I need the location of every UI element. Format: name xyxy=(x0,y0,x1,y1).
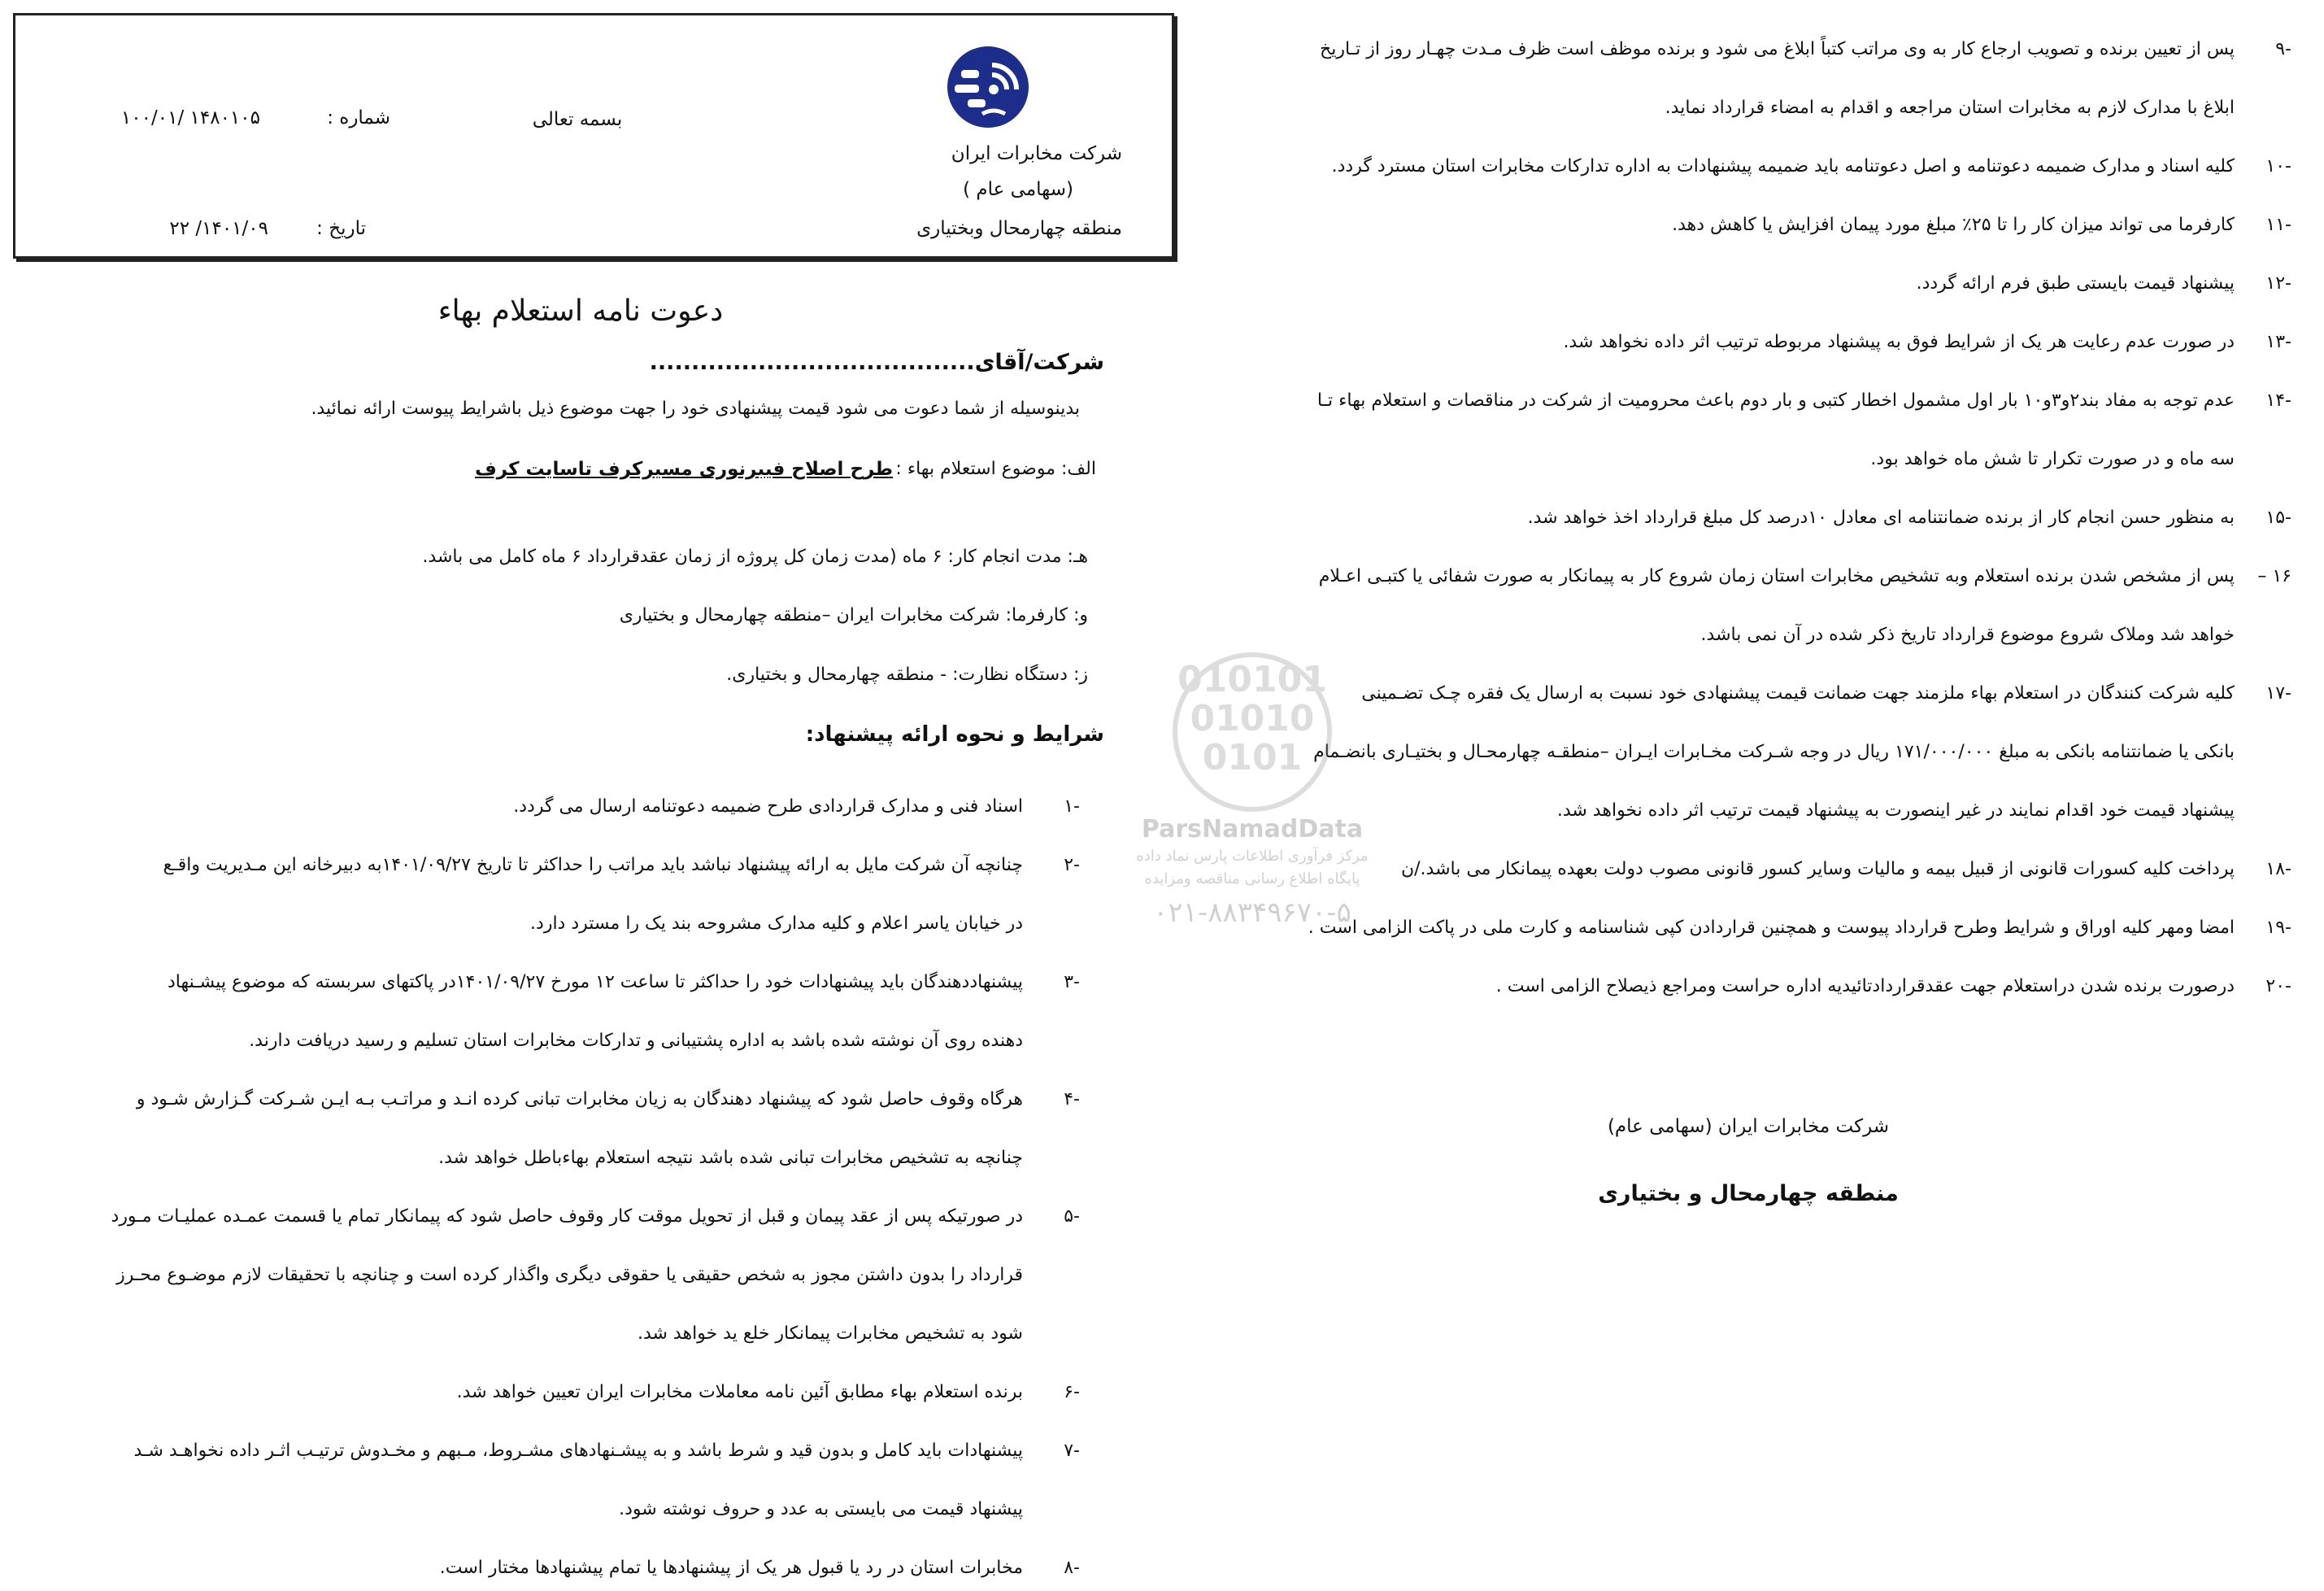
conditions-title: شرایط و نحوه ارائه پیشنهاد: xyxy=(805,722,1104,747)
item-line: پیشنهاددهندگان باید پیشنهادات خود را حداکثر تا ساعت ۱۲ مورخ ۱۴۰۱/۰۹/۲۷در پاکتهای سربسته که موضوع پیشـنهاد xyxy=(167,972,1023,992)
item-line: در صورتیکه پس از عقد پیمان و قبل از تحویل موقت کار وقوف حاصل شود که پیمانکار تمام یا قسمت عمـده عملیـات مـورد xyxy=(111,1206,1023,1227)
item-line: کارفرما می تواند میزان کار را تا ۲۵٪ مبلغ مورد پیمان افزایش یا کاهش دهد. xyxy=(1672,215,2235,235)
watermark-phone: ۰۲۱-۸۸۳۴۹۶۷۰-۵ xyxy=(1153,896,1351,929)
item-line: پیشنهاد قیمت بایستی طبق فرم ارائه گردد. xyxy=(1916,273,2235,294)
supervisor-text: ز: دستگاه نظارت: - منطقه چهارمحال و بختیاری. xyxy=(726,665,1088,685)
item-number: -۱۲ xyxy=(2265,273,2291,294)
number-value: ۱۴۸۰۱۰۵ /۱۰۰/۰۱ xyxy=(120,107,260,129)
company-type: (سهامی عام ) xyxy=(963,179,1073,200)
number-label: شماره : xyxy=(327,107,390,129)
item-number: -۴ xyxy=(1064,1089,1080,1109)
watermark-title: ParsNamadData xyxy=(1141,815,1364,843)
item-number: -۱۵ xyxy=(2265,508,2291,528)
item-line: مخابرات استان در رد یا قبول هر یک از پیشنهادها یا تمام پیشنهادها مختار است. xyxy=(439,1558,1023,1578)
date-label: تاریخ : xyxy=(316,218,366,239)
item-line: هرگاه وقوف حاصل شود که پیشنهاد دهندگان به زیان مخابرات تبانی کرده انـد و مراتـب بـه ایـن شـرکت گـزارش شـود و xyxy=(136,1089,1023,1109)
item-number: -۷ xyxy=(1064,1441,1080,1461)
item-line: در صورت عدم رعایت هر یک از شرایط فوق به پیشنهاد مربوطه ترتیب اثر داده نخواهد شد. xyxy=(1563,332,2235,352)
item-line: کلیه اسناد و مدارک ضمیمه دعوتنامه و اصل دعوتنامه باید ضمیمه پیشنهادات به اداره تدارکات مخابرات استان مسترد گردد. xyxy=(1331,156,2235,177)
item-number: -۲۰ xyxy=(2265,976,2291,996)
item-line: پیشنهاد قیمت می بایستی به عدد و حروف نوشته شود. xyxy=(619,1499,1023,1519)
intro-text: بدینوسیله از شما دعوت می شود قیمت پیشنهادی خود را جهت موضوع ذیل باشرایط پیوست ارائه نمائید. xyxy=(311,399,1080,419)
item-line: در خیابان یاسر اعلام و کلیه مدارک مشروحه بند یک را مسترد دارد. xyxy=(530,913,1023,934)
item-line: کلیه شرکت کنندگان در استعلام بهاء ملزمند جهت ضمانت قیمت پیشنهادی خود نسبت به ارسال یک فقره چـک تضـمینی xyxy=(1361,683,2235,704)
item-line: عدم توجه به مفاد بند۲و۳و۱۰ بار اول مشمول اخطار کتبی و بار دوم باعث محرومیت از شرکت در مناقصات و استعلام بهاء تـا xyxy=(1316,390,2235,411)
item-line: اسناد فنی و مدارک قراردادی طرح ضمیمه دعوتنامه ارسال می گردد. xyxy=(513,796,1023,817)
item-number: -۱۰ xyxy=(2265,156,2291,177)
date-value: ۱۴۰۱/۰۹/ ۲۲ xyxy=(169,218,268,239)
signature-company: شرکت مخابرات ایران (سهامی عام) xyxy=(1607,1116,1890,1137)
item-line: خواهد شد وملاک شروع موضوع قرارداد تاریخ ذکر شده در آن نمی باشد. xyxy=(1700,625,2235,645)
basmala: بسمه تعالی xyxy=(532,109,623,130)
item-number: -۹ xyxy=(2275,39,2291,59)
item-line: ابلاغ با مدارک لازم به مخابرات استان مراجعه و اقدام به امضاء قرارداد نماید. xyxy=(1665,98,2235,118)
watermark-line1: مرکز فرآوری اطلاعات پارس نماد داده xyxy=(1136,848,1369,865)
company-name: شرکت مخابرات ایران xyxy=(951,143,1122,164)
item-line: امضا ومهر کلیه اوراق و شرایط وطرح قرارداد پیوست و همچنین قراردادن کپی شناسنامه و کارت ملی در پاکت الزامی است . xyxy=(1308,918,2235,938)
parsnamad-watermark xyxy=(1065,634,1439,944)
item-line: قرارداد را بدون داشتن مجوز به شخص حقیقی یا حقوقی دیگری واگذار کرده است و چنانچه با تحقیقات لازم موضـوع محـرز xyxy=(116,1265,1023,1285)
item-line: پیشنهادات باید کامل و بدون قید و شرط باشد و به پیشـنهادهای مشـروط، مـبهم و مخـدوش ترتیـب اثـر داده نخواهـد شـد xyxy=(133,1441,1023,1461)
svg-text:01010: 01010 xyxy=(1190,698,1315,739)
item-number: -۱ xyxy=(1064,796,1080,817)
item-line: پیشنهاد قیمت خود اقدام نمایند در غیر اینصورت به پیشنهاد قیمت ترتیب اثر داده نخواهد شد. xyxy=(1556,800,2235,821)
watermark-logo-icon xyxy=(1065,634,1439,813)
item-line: دهنده روی آن نوشته شده باشد به اداره پشتیبانی و تدارکات مخابرات استان تسلیم و رسید دریافت دارند. xyxy=(249,1031,1023,1051)
item-line: پس از مشخص شدن برنده استعلام وبه تشخیص مخابرات استان زمان شروع کار به پیمانکار به صورت شفائی یا کتبـی اعـلام xyxy=(1318,566,2235,586)
item-line: چنانچه به تشخیص مخابرات تبانی شده باشد نتیجه استعلام بهاءباطل خواهد شد. xyxy=(438,1148,1023,1168)
svg-text:010101: 010101 xyxy=(1177,659,1327,700)
item-number: -۱۹ xyxy=(2265,918,2291,938)
telecom-logo-icon xyxy=(943,42,1033,132)
item-number: -۱۴ xyxy=(2265,390,2291,411)
item-number: ۱۶ – xyxy=(2257,566,2291,586)
item-line: شود به تشخیص مخابرات پیمانکار خلع ید خواهد شد. xyxy=(637,1323,1023,1344)
item-number: -۱۸ xyxy=(2265,859,2291,879)
item-line: سه ماه و در صورت تکرار تا شش ماه خواهد بود. xyxy=(1870,449,2235,469)
item-line: بانکی یا ضمانتنامه بانکی به مبلغ ۱۷۱/۰۰۰/۰۰۰ ریال در وجه شـرکت مخـابرات ایـران –منطقـه چهارمحـال و بختیـاری بانضـمام xyxy=(1313,742,2235,762)
subject-label: الف: موضوع استعلام بهاء : xyxy=(895,459,1096,479)
item-line: درصورت برنده شدن دراستعلام جهت عقدقراردادتائیدیه اداره حراست ومراجع ذیصلاح الزامی است . xyxy=(1495,976,2235,996)
item-number: -۶ xyxy=(1064,1382,1080,1402)
item-line: به منظور حسن انجام کار از برنده ضمانتنامه ای معادل ۱۰درصد کل مبلغ قرارداد اخذ خواهد شد. xyxy=(1527,508,2235,528)
signature-region: منطقه چهارمحال و بختیاری xyxy=(1598,1181,1899,1206)
item-line: پرداخت کلیه کسورات قانونی از قبیل بیمه و مالیات وسایر کسور قانونی مصوب دولت بعهده پیمانکار می باشد./ن xyxy=(1400,859,2235,879)
item-number: -۱۳ xyxy=(2265,332,2291,352)
page-title: دعوت نامه استعلام بهاء xyxy=(437,294,724,328)
item-line: پس از تعیین برنده و تصویب ارجاع کار به وی مراتب کتباً ابلاغ می شود و برنده موظف است ظرف مـدت چهـار روز از تـاریخ xyxy=(1320,39,2235,59)
item-number: -۱۷ xyxy=(2265,683,2291,704)
item-line: برنده استعلام بهاء مطابق آئین نامه معاملات مخابرات ایران تعیین خواهد شد. xyxy=(456,1382,1023,1402)
item-number: -۵ xyxy=(1064,1206,1080,1227)
item-number: -۸ xyxy=(1064,1558,1080,1578)
duration-text: هـ: مدت انجام کار: ۶ ماه (مدت زمان کل پروژه از زمان عقدقرارداد ۶ ماه کامل می باشد. xyxy=(422,547,1088,567)
employer-text: و: کارفرما: شرکت مخابرات ایران –منطقه چهارمحال و بختیاری xyxy=(619,605,1088,626)
item-number: -۳ xyxy=(1064,972,1080,992)
salutation: شرکت/آقای....................................... xyxy=(649,350,1104,375)
svg-text:0101: 0101 xyxy=(1202,737,1303,778)
subject-value: طرح اصلاح فیبرنوری مسیرکرف تاسایت کرف xyxy=(475,459,893,480)
item-number: -۱۱ xyxy=(2265,215,2291,235)
region-name: منطقه چهارمحال وبختیاری xyxy=(916,218,1122,239)
watermark-line2: پایگاه اطلاع رسانی مناقصه ومزایده xyxy=(1144,870,1360,887)
item-number: -۲ xyxy=(1064,855,1080,875)
item-line: چنانچه آن شرکت مایل به ارائه پیشنهاد نباشد باید مراتب را حداکثر تا تاریخ ۱۴۰۱/۰۹/۲۷به دبیرخانه این مـدیریت واقـع xyxy=(163,855,1023,875)
